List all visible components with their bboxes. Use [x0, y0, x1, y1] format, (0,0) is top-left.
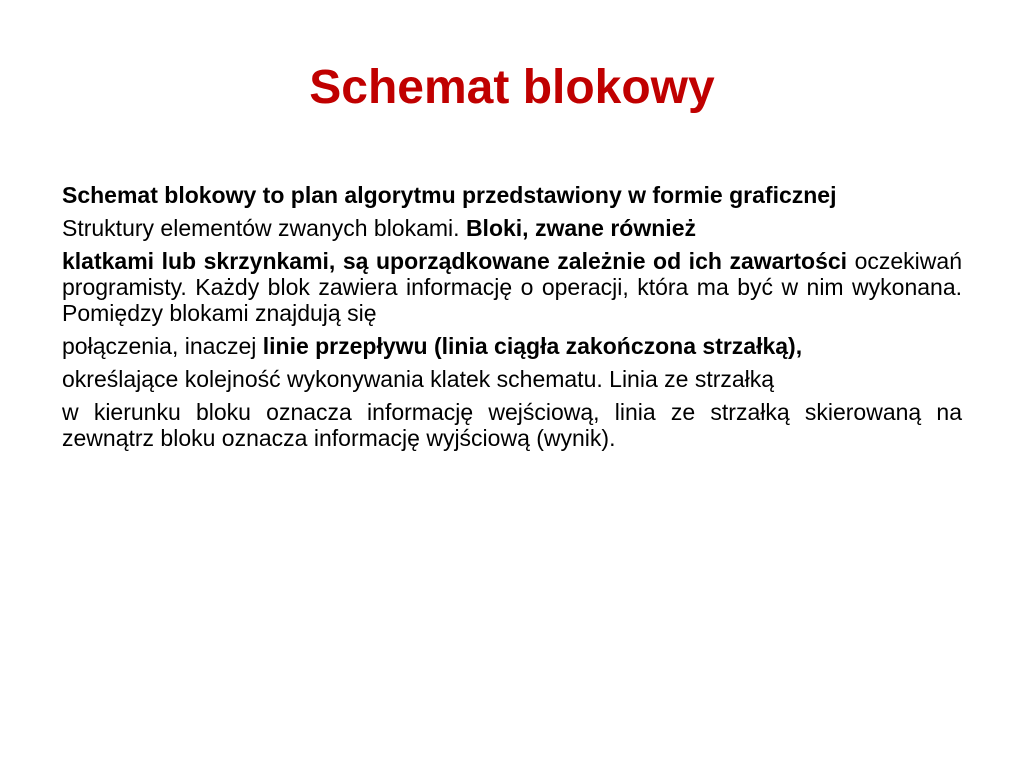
paragraph-order — [62, 366, 962, 392]
slide-title: Schemat blokowy — [309, 61, 715, 114]
paragraph-blocks — [62, 248, 962, 326]
paragraph-arrows-text: w kierunku bloku oznacza informację wejściową, linia ze strzałką skierowaną na zewnątrz bloku oznacza informację wyjściową (wynik). — [62, 399, 962, 451]
paragraph-definition-bold: Schemat blokowy to plan algorytmu przedstawiony w formie graficznej — [62, 182, 837, 208]
paragraph-structure-text: Struktury elementów zwanych blokami. — [62, 215, 466, 241]
slide-body — [62, 182, 962, 458]
paragraph-connections — [62, 333, 962, 359]
paragraph-order-text: określające kolejność wykonywania klatek schematu. Linia ze strzałką — [62, 366, 775, 392]
paragraph-arrows — [62, 399, 962, 451]
paragraph-blocks-bold: klatkami lub skrzynkami, są uporządkowane zależnie od ich zawartości — [62, 248, 848, 274]
paragraph-structure-bold: Bloki, zwane również — [465, 215, 696, 241]
paragraph-connections-text: połączenia, inaczej — [62, 333, 263, 359]
paragraph-blocks-text: oczekiwań programisty. Każdy blok zawiera informację o operacji, która ma być w nim wykonana. Pomiędzy blokami znajdują się — [62, 248, 962, 326]
paragraph-structure — [62, 215, 962, 241]
paragraph-connections-bold: linie przepływu (linia ciągła zakończona strzałką), — [262, 333, 803, 359]
paragraph-definition — [62, 182, 962, 208]
